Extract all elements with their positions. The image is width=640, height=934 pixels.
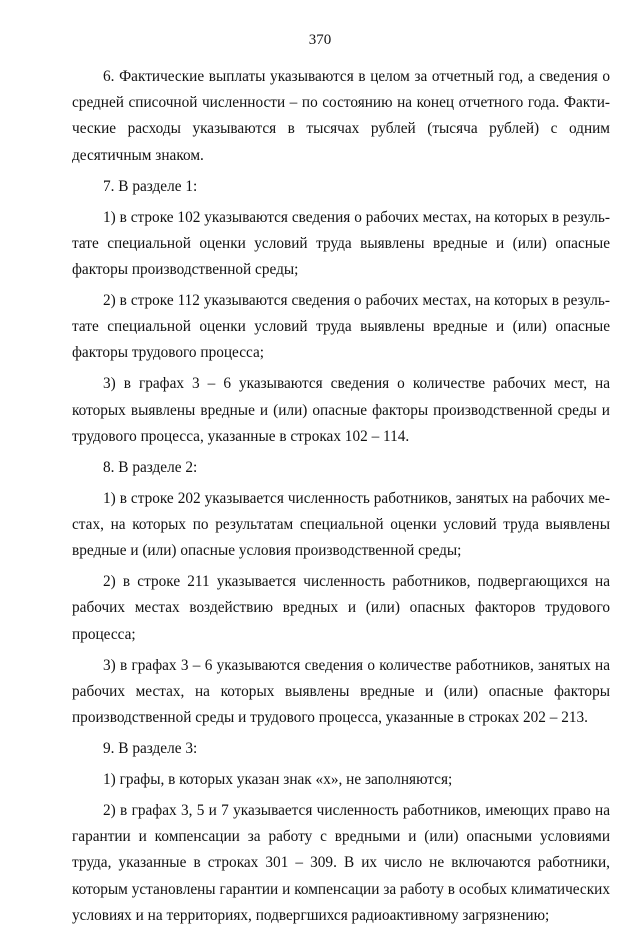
paragraph-7-heading: 7. В разделе 1:	[103, 177, 198, 195]
paragraph-9-1: 1) графы, в которых указан знак «х», не заполняются;	[103, 771, 453, 789]
paragraph-8-2: 2) в строке 211 указывается численность работников, подвергающихся на рабочих местах воздействию вредных и (или) опасных факторов трудового процесса;	[72, 573, 610, 643]
paragraph-8-1: 1) в строке 202 указывается численность работников, занятых на рабочих местах, на которых по результатам специальной оценки условий труда выявлены вредные и (или) опасные условия производственной среды;	[72, 489, 610, 560]
page-number: 370	[308, 32, 332, 48]
document-body	[72, 64, 610, 934]
paragraph-7-2: 2) в строке 112 указываются сведения о рабочих местах, на которых в результате специальной оценки условий труда выявлены вредные и (или) опасные факторы трудового процесса;	[72, 292, 610, 362]
paragraph-7-3: 3) в графах 3 – 6 указываются сведения о количестве рабочих мест, на которых выявлены вредные и (или) опасные факторы производственной среды и трудового процесса, указанные в строках 102 – 114.	[72, 375, 610, 445]
paragraph-7-1: 1) в строке 102 указываются сведения о рабочих местах, на которых в результате специальной оценки условий труда выявлены вредные и (или) опасные факторы производственной среды;	[72, 208, 610, 279]
paragraph-6: 6. Фактические выплаты указываются в целом за отчетный год, а сведения о средней списочной численности – по состоянию на конец отчетного года. Фактические расходы указываются в тысячах рублей (тысяча рублей) с одним десятичным знаком.	[72, 68, 610, 164]
paragraph-9-2: 2) в графах 3, 5 и 7 указывается численность работников, имеющих право на гарантии и компенсации за работу с вредными и (или) опасными условиями труда, указанные в строках 301 – 309. В их число не включаются работники, которым установлены гарантии и компенсации за работу в особых климатических условиях и на территориях, подвергшихся радиоактивному загрязнению;	[72, 802, 610, 924]
paragraph-9-heading: 9. В разделе 3:	[103, 740, 198, 758]
paragraph-8-heading: 8. В разделе 2:	[103, 458, 198, 476]
paragraph-8-3: 3) в графах 3 – 6 указываются сведения о количестве работников, занятых на рабочих местах, на которых выявлены вредные и (или) опасные факторы производственной среды и трудового процесса, указанные в строках 202 – 213.	[72, 656, 610, 727]
